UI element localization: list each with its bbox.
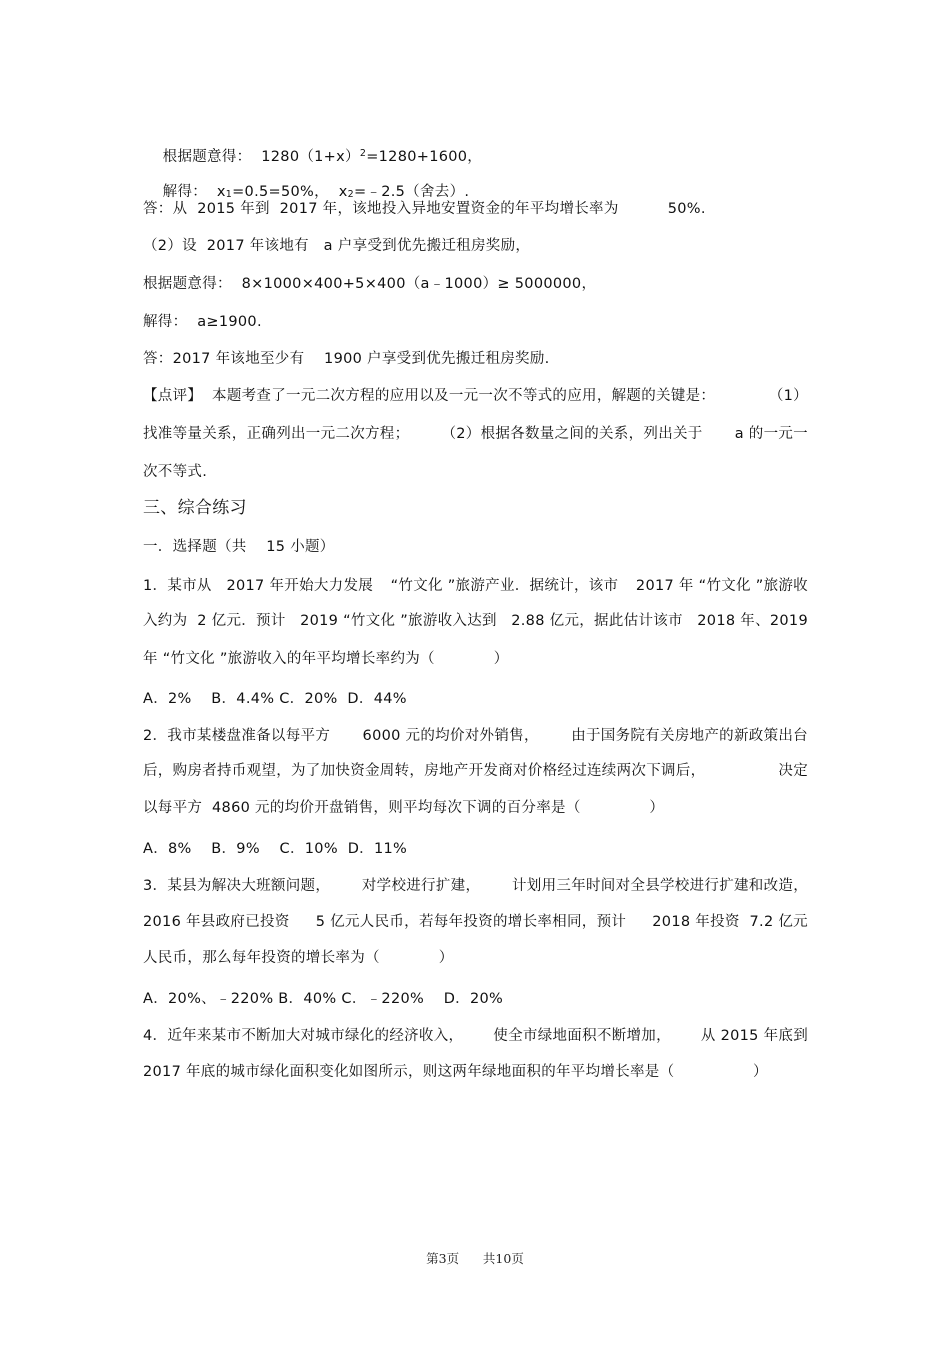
- answer-line-1: 答：从 2015 年到 2017 年，该地投入异地安置资金的年平均增长率为 50%.: [143, 201, 706, 217]
- question-text: “竹文化 ”旅游产业．据统计，该市: [390, 578, 619, 594]
- answer-line-2: 答：2017 年该地至少有 1900 户享受到优先搬迁租房奖励.: [143, 351, 550, 367]
- equation-text: 根据题意得： 1280（1+x）: [162, 149, 360, 165]
- equation-line-2: 根据题意得： 8×1000×400+5×400（a﹣1000）≥ 5000000，: [143, 276, 597, 292]
- comment-text: （2）根据各数量之间的关系，列出关于: [441, 426, 703, 442]
- question-1-line-1: [143, 576, 808, 596]
- comment-line-2: [143, 424, 808, 444]
- part-2-line: （2）设 2017 年该地有 a 户享受到优先搬迁租房奖励，: [143, 238, 531, 254]
- question-text: 5 亿元人民币，若每年投资的增长率相同，预计: [315, 914, 627, 930]
- question-2-line-2: [143, 761, 808, 781]
- page-footer: 第3页 共10页: [426, 1251, 524, 1266]
- question-text: 对学校进行扩建，: [361, 878, 481, 894]
- question-text: 计划用三年时间对全县学校进行扩建和改造，: [512, 878, 808, 894]
- comment-text: （1）: [768, 388, 808, 404]
- question-text: 2016 年县政府已投资: [143, 914, 290, 930]
- subscript: 2: [347, 189, 354, 200]
- solution-text: =0.5=50%， x: [232, 184, 348, 200]
- comment-text: 找准等量关系，正确列出一元二次方程；: [143, 426, 410, 442]
- solution-text: =﹣2.5（舍去）.: [353, 184, 470, 200]
- question-text: 2018 年、2019: [697, 613, 808, 629]
- question-text: 由于国务院有关房地产的新政策出台: [571, 728, 808, 744]
- question-1-line-2: [143, 611, 808, 631]
- question-text: 1．某市从 2017 年开始大力发展: [143, 578, 374, 594]
- question-text: 决定: [778, 763, 808, 779]
- question-2-options: A．8% B．9% C．10% D．11%: [143, 841, 408, 857]
- equation-text: =1280+1600，: [366, 149, 483, 165]
- solution-text: 解得： x: [162, 184, 226, 200]
- question-text: 3．某县为解决大班额问题，: [143, 878, 331, 894]
- question-4-line-1: [143, 1026, 808, 1046]
- subscript: 1: [225, 189, 233, 200]
- question-text: 2019 “竹文化 ”旅游收入达到: [300, 613, 497, 629]
- question-3-line-1: [143, 876, 808, 896]
- question-3-options: A．20%、﹣220% B．40% C．﹣220% D．20%: [143, 991, 504, 1007]
- question-1-line-3: 年 “竹文化 ”旅游收入的年平均增长率约为（ ）: [143, 651, 509, 667]
- question-2-line-1: [143, 726, 808, 746]
- question-3-line-2: [143, 912, 808, 932]
- subsection-title: 一．选择题（共 15 小题）: [143, 539, 335, 555]
- comment-text: 【点评】 本题考查了一元二次方程的应用以及一元一次不等式的应用，解题的关键是：: [143, 388, 716, 404]
- question-text: 2018 年投资 7.2 亿元: [652, 914, 808, 930]
- question-3-line-3: 人民币，那么每年投资的增长率为（ ）: [143, 950, 454, 966]
- question-2-line-3: 以每平方 4860 元的均价开盘销售，则平均每次下调的百分率是（ ）: [143, 800, 665, 816]
- comment-line-3: 次不等式.: [143, 464, 208, 480]
- question-text: 入约为 2 亿元．预计: [143, 613, 286, 629]
- question-text: 后，购房者持币观望，为了加快资金周转，房地产开发商对价格经过连续两次下调后，: [143, 763, 706, 779]
- exponent: 2: [359, 148, 367, 159]
- question-text: 从 2015 年底到: [700, 1028, 808, 1044]
- section-title: 三、综合练习: [143, 498, 247, 518]
- question-text: 2017 年 “竹文化 ”旅游收: [635, 578, 808, 594]
- question-text: 6000 元的均价对外销售，: [362, 728, 539, 744]
- comment-line-1: [143, 386, 808, 406]
- solution-line-2: 解得： a≥1900.: [143, 314, 262, 330]
- question-text: 4．近年来某市不断加大对城市绿化的经济收入，: [143, 1028, 464, 1044]
- comment-text: a 的一元一: [734, 426, 808, 442]
- question-text: 2.88 亿元，据此估计该市: [511, 613, 683, 629]
- question-text: 使全市绿地面积不断增加，: [493, 1028, 671, 1044]
- question-text: 2．我市某楼盘准备以每平方: [143, 728, 331, 744]
- question-1-options: A．2% B．4.4% C．20% D．44%: [143, 691, 407, 707]
- question-4-line-2: 2017 年底的城市绿化面积变化如图所示，则这两年绿地面积的年平均增长率是（ ）: [143, 1064, 768, 1080]
